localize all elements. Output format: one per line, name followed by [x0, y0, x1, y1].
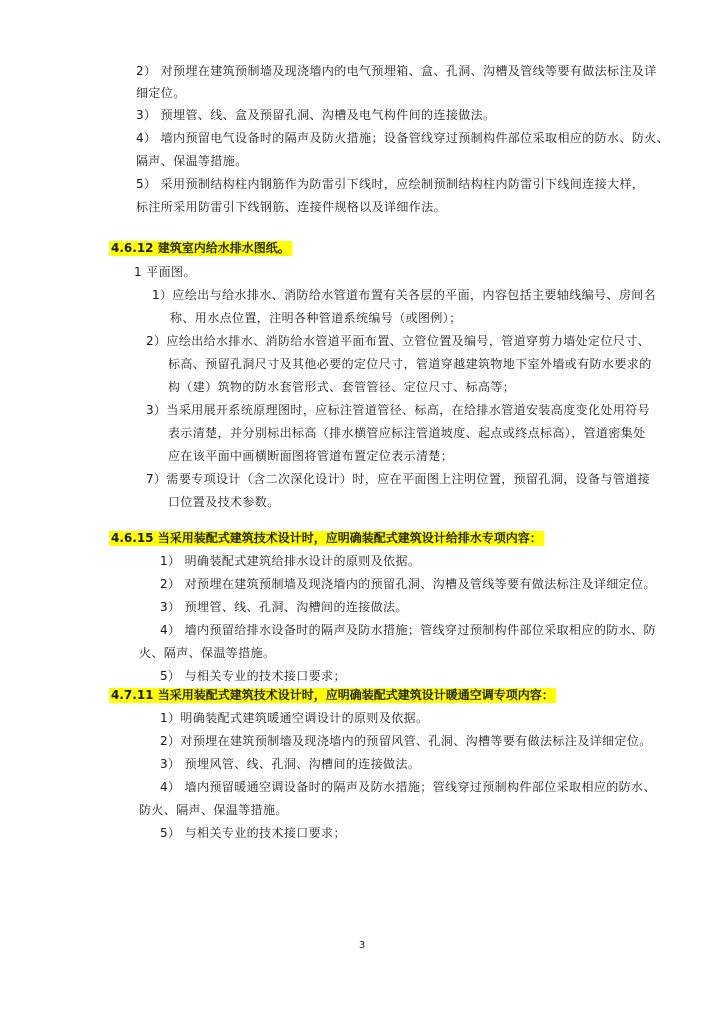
section-4-6-12-sub1: 1 平面图。	[134, 265, 196, 279]
section-4-6-12-p2-line3: 构（建）筑物的防水套管形式、套管管径、定位尺寸、标高等；	[168, 380, 516, 394]
block1-item3: 3） 预埋管、线、盒及预留孔洞、沟槽及电气构件间的连接做法。	[136, 108, 496, 122]
page-number: 3	[358, 940, 366, 951]
section-4-7-11-item5: 5） 与相关专业的技术接口要求；	[160, 826, 346, 840]
section-4-6-12-p3-line2: 表示清楚，并分别标出标高（排水横管应标注管道坡度、起点或终点标高），管道密集处	[168, 426, 646, 440]
section-4-6-12-p2-line1: 2）应绘出给水排水、消防给水管道平面布置、立管位置及编号，管道穿剪力墙处定位尺寸、	[146, 334, 651, 348]
section-4-6-12-p1-line2: 称、用水点位置，注明各种管道系统编号（或图例）；	[170, 311, 462, 325]
section-4-6-15-item3: 3） 预埋管、线、孔洞、沟槽间的连接做法。	[160, 600, 408, 614]
block1-item4-line1: 4） 墙内预留电气设备时的隔声及防火措施；设备管线穿过预制构件部位采取相应的防水、防火、	[136, 131, 670, 145]
block1-item2-line1: 2） 对预埋在建筑预制墙及现浇墙内的电气预埋箱、盒、孔洞、沟槽及管线等要有做法标注及详	[136, 64, 657, 78]
section-4-6-15-item4-line2: 火、隔声、保温等措施。	[139, 646, 276, 660]
block1-item2-line2: 细定位。	[136, 86, 186, 100]
section-4-6-15-item4-line1: 4） 墙内预留给排水设备时的隔声及防水措施；管线穿过预制构件部位采取相应的防水、防	[160, 623, 656, 637]
section-4-7-11-item4-line2: 防火、隔声、保温等措施。	[139, 803, 288, 817]
block1-item4-line2: 隔声、保温等措施。	[136, 154, 248, 168]
section-4-7-11-heading: 4.7.11 当采用装配式建筑技术设计时，应明确装配式建筑设计暖通空调专项内容：	[111, 688, 554, 702]
section-4-6-15-item1: 1） 明确装配式建筑给排水设计的原则及依据。	[160, 554, 421, 568]
section-4-6-12-p3-line1: 3）当采用展开系统原理图时，应标注管道管径、标高，在给排水管道安装高度变化处用符号	[146, 403, 651, 417]
section-4-6-12-p3-line3: 应在该平面中画横断面图将管道布置定位表示清楚；	[168, 449, 454, 463]
section-4-6-15-item5: 5） 与相关专业的技术接口要求；	[160, 669, 346, 683]
section-4-7-11-item4-line1: 4） 墙内预留暖通空调设备时的隔声及防水措施；管线穿过预制构件部位采取相应的防水、	[160, 780, 656, 794]
section-4-6-12-p7-line1: 7）需要专项设计（含二次深化设计）时，应在平面图上注明位置，预留孔洞，设备与管道接	[146, 472, 651, 486]
section-4-7-11-item3: 3） 预埋风管、线、孔洞、沟槽间的连接做法。	[160, 757, 421, 771]
section-4-6-15-item2: 2） 对预埋在建筑预制墙及现浇墙内的预留孔洞、沟槽及管线等要有做法标注及详细定位。	[160, 577, 656, 591]
section-4-6-12-heading: 4.6.12 建筑室内给水排水图纸。	[111, 241, 290, 255]
section-4-6-12-p1-line1: 1）应绘出与给水排水、消防给水管道布置有关各层的平面，内容包括主要轴线编号、房间名	[152, 288, 657, 302]
block1-item5-line2: 标注所采用防雷引下线钢筋、连接件规格以及详细作法。	[136, 200, 447, 214]
section-4-7-11-item2: 2）对预埋在建筑预制墙及现浇墙内的预留风管、孔洞、沟槽等要有做法标注及详细定位。	[160, 734, 652, 748]
section-4-7-11-item1: 1）明确装配式建筑暖通空调设计的原则及依据。	[160, 711, 429, 725]
section-4-6-15-heading: 4.6.15 当采用装配式建筑技术设计时，应明确装配式建筑设计给排水专项内容：	[111, 531, 542, 545]
block1-item5-line1: 5） 采用预制结构柱内钢筋作为防雷引下线时，应绘制预制结构柱内防雷引下线间连接大样，	[136, 177, 645, 191]
section-4-6-12-p2-line2: 标高、预留孔洞尺寸及其他必要的定位尺寸，管道穿越建筑物地下室外墙或有防水要求的	[168, 357, 652, 371]
section-4-6-12-p7-line2: 口位置及技术参数。	[168, 495, 280, 509]
